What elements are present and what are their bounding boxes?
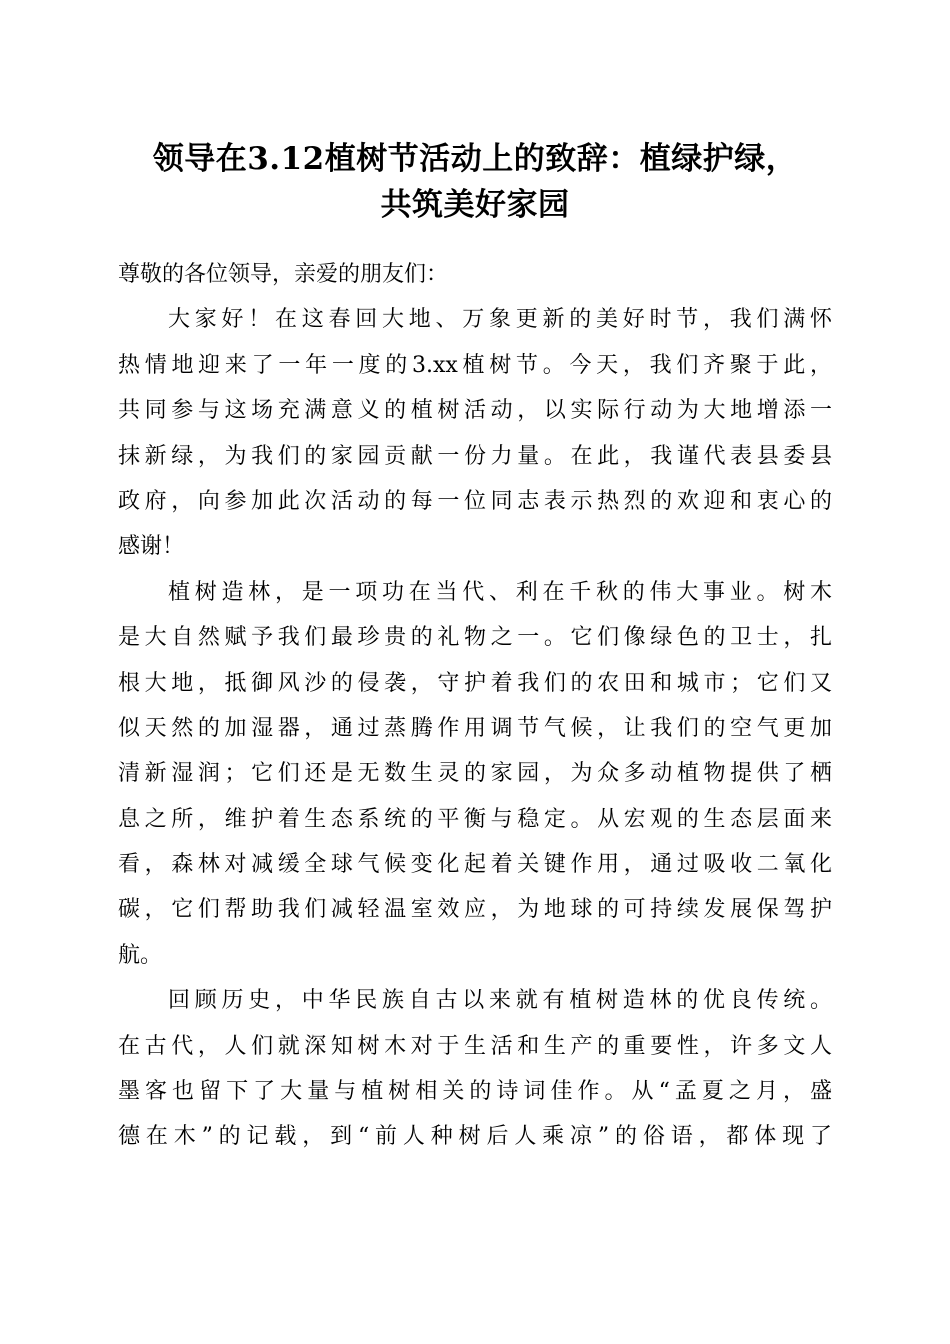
paragraph-line: 植树造林，是一项功在当代、利在千秋的伟大事业。树木	[168, 579, 832, 605]
paragraph-line: 回顾历史，中华民族自古以来就有植树造林的优良传统。	[168, 988, 832, 1014]
paragraph-line: 看，森林对减缓全球气候变化起着关键作用，通过吸收二氧化	[118, 852, 832, 878]
paragraph-1	[118, 297, 832, 569]
title-line-1: 领导在3.12植树节活动上的致辞：植绿护绿，	[152, 141, 798, 177]
paragraph-line: 碳，它们帮助我们减轻温室效应，为地球的可持续发展保驾护	[118, 897, 832, 923]
paragraph-line: 清新湿润；它们还是无数生灵的家园，为众多动植物提供了栖	[118, 761, 832, 787]
salutation: 尊敬的各位领导，亲爱的朋友们：	[118, 262, 449, 287]
paragraph-line: 根大地，抵御风沙的侵袭，守护着我们的农田和城市；它们又	[118, 670, 832, 696]
paragraph-line: 息之所，维护着生态系统的平衡与稳定。从宏观的生态层面来	[118, 806, 832, 832]
paragraph-line: 似天然的加湿器，通过蒸腾作用调节气候，让我们的空气更加	[118, 715, 832, 741]
paragraph-line: 墨客也留下了大量与植树相关的诗词佳作。从“孟夏之月，盛	[118, 1079, 832, 1105]
document-title	[118, 136, 832, 228]
paragraph-line: 感谢！	[118, 534, 185, 560]
paragraph-line: 是大自然赋予我们最珍贵的礼物之一。它们像绿色的卫士，扎	[118, 625, 832, 651]
title-line-2: 共筑美好家园	[380, 187, 570, 223]
document-body	[118, 252, 832, 1160]
paragraph-line: 德在木”的记载，到“前人种树后人乘凉”的俗语，都体现了	[118, 1124, 832, 1150]
paragraph-line: 共同参与这场充满意义的植树活动，以实际行动为大地增添一	[118, 398, 832, 424]
paragraph-line: 大家好！在这春回大地、万象更新的美好时节，我们满怀	[168, 307, 832, 333]
paragraph-3	[118, 978, 832, 1160]
paragraph-line: 在古代，人们就深知树木对于生活和生产的重要性，许多文人	[118, 1033, 832, 1059]
paragraph-line: 热情地迎来了一年一度的3.xx植树节。今天，我们齐聚于此，	[118, 352, 832, 378]
paragraph-line: 航。	[118, 942, 163, 968]
paragraph-line: 政府，向参加此次活动的每一位同志表示热烈的欢迎和衷心的	[118, 488, 832, 514]
paragraph-line: 抹新绿，为我们的家园贡献一份力量。在此，我谨代表县委县	[118, 443, 832, 469]
paragraph-2	[118, 570, 832, 979]
